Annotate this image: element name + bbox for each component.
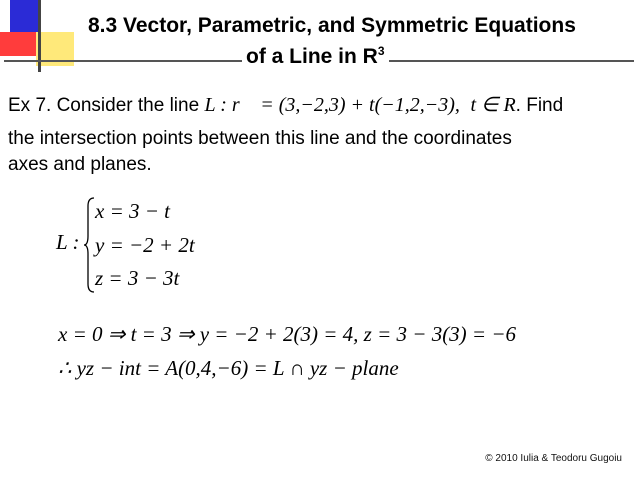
problem-find: . Find: [515, 95, 564, 116]
problem-domain: t ∈ R: [470, 94, 516, 116]
system-equation-z: z = 3 − 3t: [95, 266, 180, 290]
system-label: L :: [56, 230, 80, 254]
solution-step-2: ∴ yz − int = A(0,4,−6) = L ∩ yz − plane: [58, 356, 399, 380]
solution-step-1: x = 0 ⇒ t = 3 ⇒ y = −2 + 2(3) = 4, z = 3 − 3(3) = −6: [58, 322, 517, 346]
decor-blue-square: [10, 0, 40, 32]
problem-line-2: the intersection points between this line and the coordinates: [8, 128, 512, 149]
system-equation-x: x = 3 − t: [95, 199, 170, 223]
problem-line-3: axes and planes.: [8, 154, 152, 175]
copyright-footer: © 2010 Iulia & Teodoru Gugoiu: [485, 453, 622, 464]
problem-line-1: [8, 92, 636, 119]
slide-title-line2: [242, 44, 389, 69]
slide-title-superscript: 3: [377, 44, 385, 58]
slide-title-line2-text: of a Line in R: [246, 45, 378, 68]
slide-title-line1: 8.3 Vector, Parametric, and Symmetric Equations: [88, 14, 576, 37]
problem-intro: Ex 7. Consider the line: [8, 95, 200, 116]
system-brace: [83, 196, 95, 294]
system-equation-y: y = −2 + 2t: [95, 233, 195, 257]
decor-red-square: [0, 32, 36, 56]
problem-line-equation: L : r⃗ = (3,−2,3) + t(−1,2,−3),: [204, 94, 460, 116]
